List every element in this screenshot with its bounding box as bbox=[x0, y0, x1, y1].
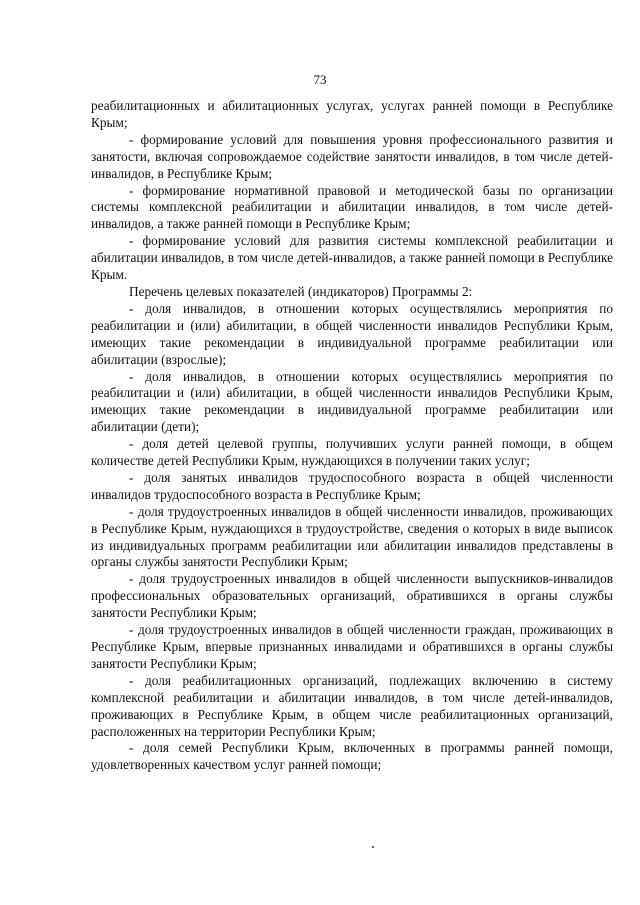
paragraph-continuation: реабилитационных и абилитационных услугах, услугах ранней помощи в Республике Крым; bbox=[91, 98, 613, 130]
indicator-item: - доля инвалидов, в отношении которых осуществлялись мероприятия по реабилитации и (или) абилитации, в общей численности инвалидов Республики Крым, имеющих такие рекомендации в индивидуальной программе реабилитации или абилитации (дети); bbox=[91, 368, 613, 435]
list-item-formation-employment: - формирование условий для повышения уровня профессионального развития и занятости, включая сопровождаемое содействие занятости инвалидов, в том числе детей-инвалидов, в Республике Крым; bbox=[91, 131, 613, 181]
list-item-formation-system-development: - формирование условий для развития системы комплексной реабилитации и абилитации инвалидов, в том числе детей-инвалидов, а также ранней помощи в Республике Крым. bbox=[91, 233, 613, 283]
indicator-item: - доля занятых инвалидов трудоспособного возраста в общей численности инвалидов трудоспособного возраста в Республике Крым; bbox=[91, 469, 613, 502]
page-number: 73 bbox=[313, 72, 327, 87]
indicator-item: - доля инвалидов, в отношении которых осуществлялись мероприятия по реабилитации и (или) абилитации, в общей численности инвалидов Республики Крым, имеющих такие рекомендации в индивидуальной программе реабилитации или абилитации (взрослые); bbox=[91, 300, 613, 367]
indicator-item: - доля трудоустроенных инвалидов в общей численности граждан, проживающих в Республике Крым, впервые признанных инвалидами и обратившихся в органы службы занятости Республики Крым; bbox=[91, 622, 613, 671]
stray-dot-mark bbox=[372, 846, 374, 848]
indicator-item: - доля реабилитационных организаций, подлежащих включению в систему комплексной реабилитации и абилитации инвалидов, в том числе детей-инвалидов, проживающих в Республике Крым, в общем числе реабилитационных организаций, расположенных на территории Республики Крым; bbox=[91, 672, 613, 739]
indicators-heading: Перечень целевых показателей (индикаторов) Программы 2: bbox=[129, 283, 473, 299]
indicator-item: - доля трудоустроенных инвалидов в общей численности инвалидов, проживающих в Республике Крым, нуждающихся в трудоустройстве, сведения о которых в виде выписок из индивидуальных программ реабилитации или абилитации инвалидов представлены в органы службы занятости Республики Крым; bbox=[91, 503, 613, 570]
document-body bbox=[91, 98, 613, 774]
list-item-formation-regulatory-base: - формирование нормативной правовой и методической базы по организации системы комплексной реабилитации и абилитации инвалидов, в том числе детей-инвалидов, а также ранней помощи в Республике Крым; bbox=[91, 182, 613, 232]
indicator-item: - доля трудоустроенных инвалидов в общей численности выпускников-инвалидов профессиональных образовательных организаций, обратившихся в органы службы занятости Республики Крым; bbox=[91, 571, 613, 621]
indicator-item: - доля детей целевой группы, получивших услуги ранней помощи, в общем количестве детей Республики Крым, нуждающихся в получении таких услуг; bbox=[91, 436, 613, 469]
indicator-item: - доля семей Республики Крым, включенных в программы ранней помощи, удовлетворенных качеством услуг ранней помощи; bbox=[91, 740, 613, 773]
